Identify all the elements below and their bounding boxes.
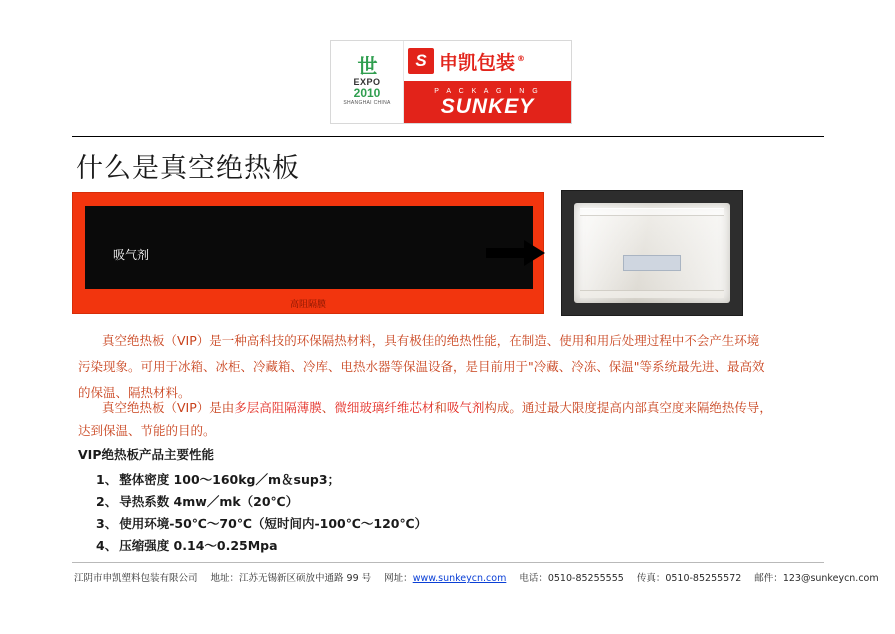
composition-sep-2: 和 (434, 400, 447, 415)
spec-text-2: 导热系数 4mw／mk（20℃） (119, 494, 299, 509)
footer-website-link[interactable]: www.sunkeycn.com (412, 573, 507, 584)
vip-panel-image (574, 203, 730, 303)
composition-sep-1: 、 (321, 400, 335, 415)
panel-sticker (623, 255, 681, 271)
panel-seam-top (580, 208, 724, 216)
spec-list (96, 470, 427, 558)
spec-index-1: 1、 (96, 472, 118, 487)
footer-address-label: 地址： (210, 573, 240, 584)
spec-index-4: 4、 (96, 538, 118, 553)
expo-year: 2010 (353, 86, 381, 100)
sunkey-logo-bottom (404, 81, 571, 123)
composition-pre: 真空绝热板（VIP）是由 (102, 400, 235, 415)
footer-tel-value: 0510-85255555 (547, 573, 624, 584)
registered-mark-icon: ® (517, 54, 526, 64)
right-arrow-icon (486, 240, 552, 266)
list-item (96, 492, 427, 512)
list-item (96, 470, 427, 490)
composition-paragraph (78, 396, 778, 442)
spec-index-3: 3、 (96, 516, 118, 531)
expo-emblem-icon: 世 (357, 56, 377, 78)
company-logo-band (330, 40, 572, 124)
spec-text-1: 整体密度 100～160kg／m＆sup3； (119, 472, 341, 487)
sunkey-logo (404, 41, 571, 123)
footer-fax-label: 传真： (636, 573, 666, 584)
footer-address (211, 573, 372, 584)
composition-highlight-core: 微细玻璃纤维芯材 (334, 400, 435, 415)
title-divider (72, 136, 824, 137)
composition-post: 构成。通过最大限度提高内部真空度来隔绝热传导，达到保温、节能的目的。 (78, 400, 772, 438)
composition-highlight-getter: 吸气剂 (446, 400, 485, 415)
footer-tel (519, 573, 623, 584)
sunkey-s-badge-icon: S (408, 48, 434, 74)
composition-highlight-film: 多层高阻隔薄膜 (234, 400, 322, 415)
footer-mail-label: 邮件： (754, 573, 783, 584)
page-title: 什么是真空绝热板 (76, 153, 300, 184)
list-item (96, 514, 427, 534)
expo-2010-logo (331, 41, 404, 123)
company-name-cn (439, 48, 525, 75)
footer-divider (72, 562, 824, 563)
footer-mail (754, 573, 878, 584)
spec-heading: VIP绝热板产品主要性能 (78, 447, 214, 462)
sunkey-logo-top (404, 41, 571, 81)
getter-label: 吸气剂 (113, 248, 150, 262)
footer-fax-value: 0510-85255572 (665, 573, 742, 584)
spec-text-4: 压缩强度 0.14～0.25Mpa (119, 538, 278, 553)
spec-text-3: 使用环境-50℃～70℃（短时间内-100℃～120℃） (119, 516, 428, 531)
spec-index-2: 2、 (96, 494, 118, 509)
panel-seam-bottom (580, 290, 724, 298)
brand-word: SUNKEY (440, 94, 535, 118)
expo-city-label: SHANGHAI CHINA (343, 100, 391, 106)
vip-structure-diagram (72, 192, 544, 314)
arrow-shaft (486, 248, 526, 258)
barrier-film-label: 高阻隔膜 (289, 300, 326, 310)
company-name-cn-text: 申凯包装 (439, 51, 516, 74)
footer-address-value: 江苏无锡新区硕放中通路 99 号 (239, 573, 372, 584)
footer-tel-label: 电话： (519, 573, 548, 584)
list-item (96, 536, 427, 556)
vip-product-photo (561, 190, 743, 316)
footer-website (384, 573, 506, 584)
intro-paragraph: 真空绝热板（VIP）是一种高科技的环保隔热材料，具有极佳的绝热性能，在制造、使用和用后处理过程中不会产生环境污染现象。可用于冰箱、冰柜、冷藏箱、冷库、电热水器等保温设备，是目前用于"冷藏、冷冻、保温"等系统最先进、最高效的保温、隔热材料。 (78, 333, 765, 400)
footer-website-label: 网址： (384, 573, 413, 584)
footer-contact-bar (74, 570, 879, 584)
footer-company: 江阴市申凯塑料包装有限公司 (74, 573, 198, 584)
footer-fax (637, 573, 741, 584)
arrow-head (524, 240, 545, 266)
expo-word: EXPO (353, 77, 381, 87)
packaging-word: P A C K A G I N G (434, 87, 541, 95)
footer-mail-value: 123@sunkeycn.com (782, 573, 879, 584)
diagram-core-panel (85, 206, 533, 289)
